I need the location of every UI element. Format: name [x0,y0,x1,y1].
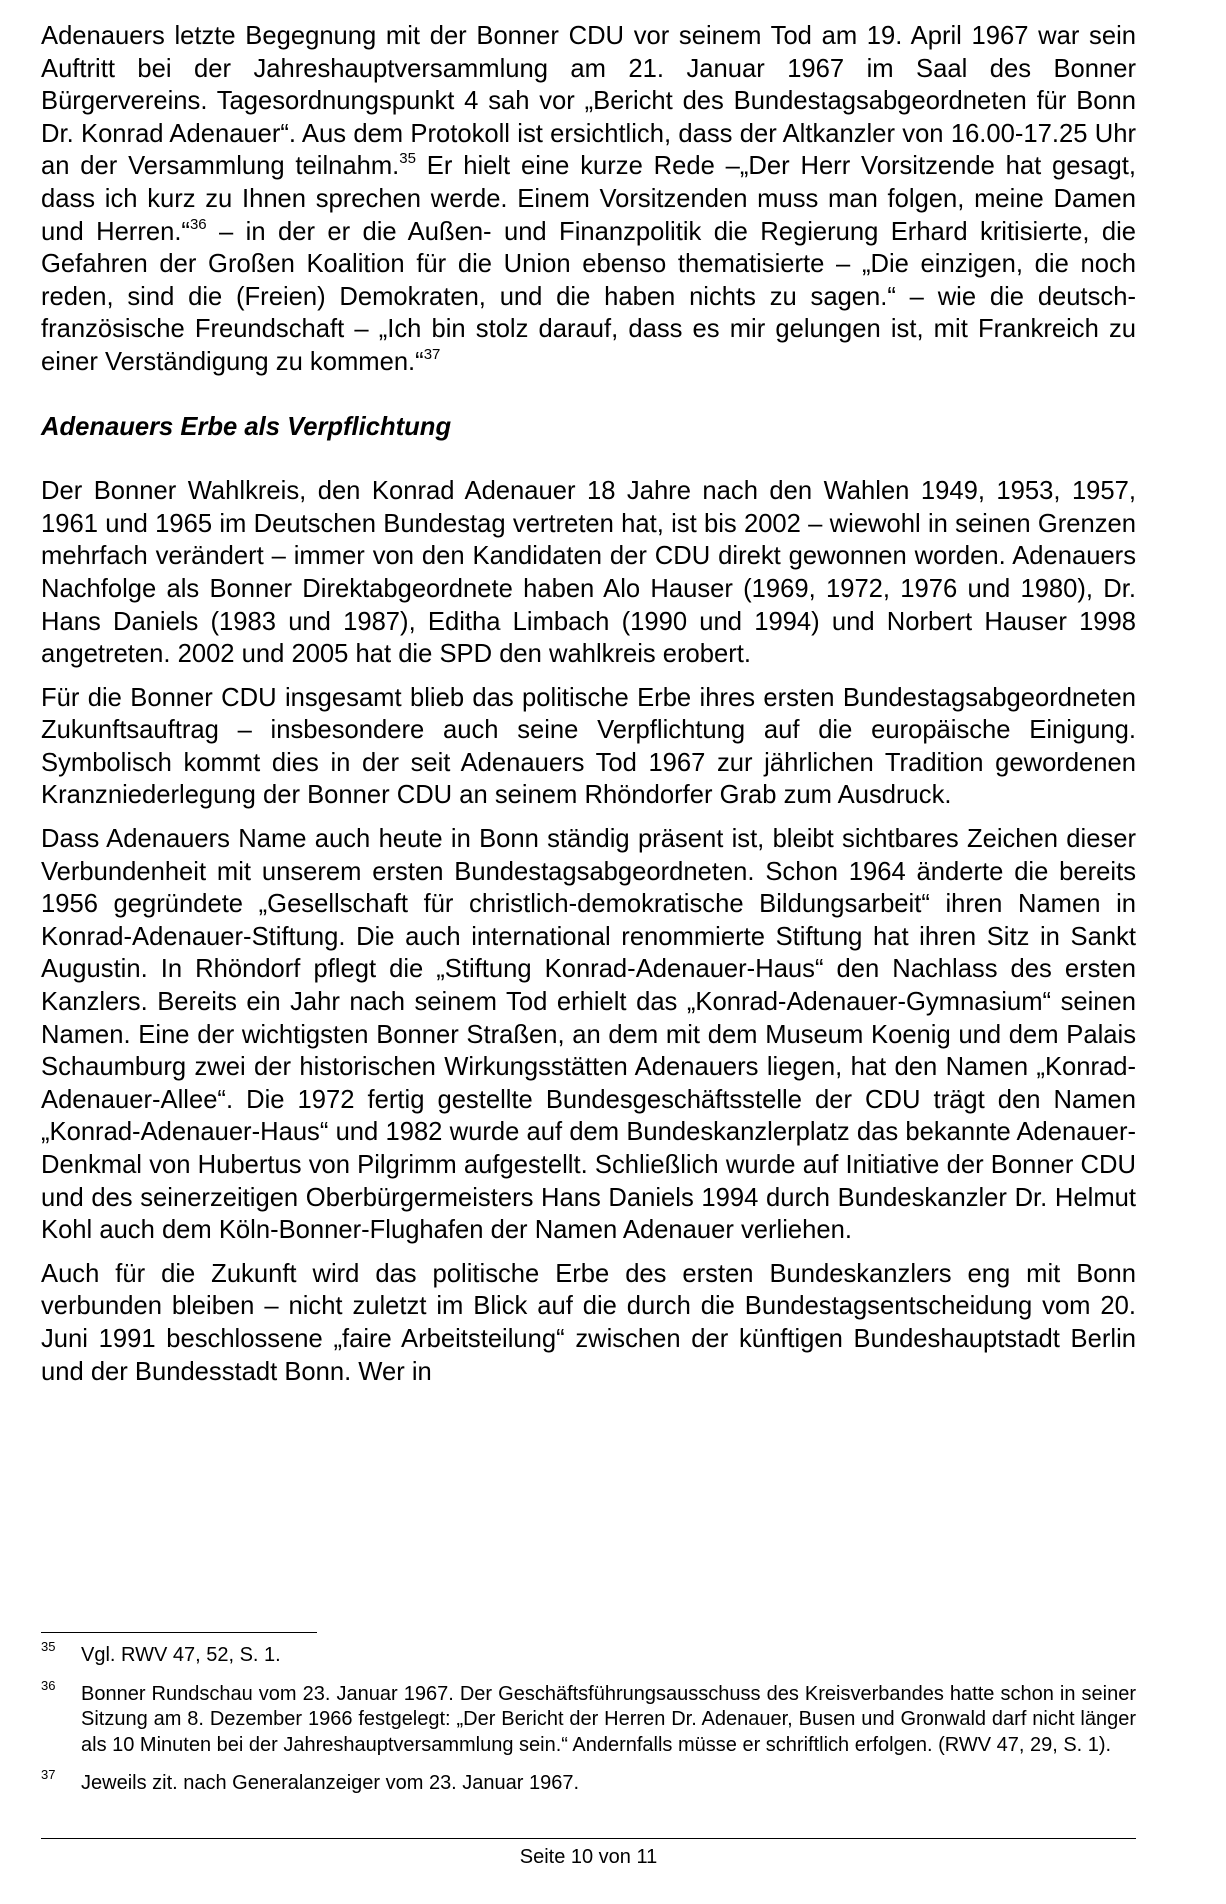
paragraph-text: Adenauers letzte Begegnung mit der Bonner CDU vor seinem Tod am 19. April 1967 war sein Auftritt bei der Jahreshauptversammlung am 21. Januar 1967 im Saal des Bonner Bürgervereins. Tagesordnungspunkt 4 sah vor „Bericht des Bundestagsabgeordneten für Bonn Dr. Konrad Adenauer“. Aus dem Protokoll ist ersichtlich, dass der Altkanzler von 16.00-17.25 Uhr an der Versammlung teilnahm. [41,22,1136,181]
footnote-ref-36[interactable]: 36 [189,215,207,233]
footnote-number: 35 [41,1639,56,1654]
footnotes [41,1639,1136,1810]
paragraph-zukunft: Auch für die Zukunft wird das politische Erbe des ersten Bundeskanzlers eng mit Bonn verbunden bleiben – nicht zuletzt im Blick auf die durch die Bundestagsentscheidung vom 20. Juni 1991 beschlossene „faire Arbeitsteilung“ zwischen der künftigen Bundeshauptstadt Berlin und der Bundesstadt Bonn. Wer in [41,1259,1136,1386]
section-heading: Adenauers Erbe als Verpflichtung [41,412,452,441]
footnote-text: Vgl. RWV 47, 52, S. 1. [81,1644,281,1666]
footnote-number: 36 [41,1677,56,1693]
paragraph-politisches-erbe: Für die Bonner CDU insgesamt blieb das politische Erbe ihres ersten Bundestagsabgeordneten Zukunftsauftrag – insbesondere auch seine Verpflichtung auf die europäische Einigung. Symbolisch kommt dies in der seit Adenauers Tod 1967 zur jährlichen Tradition gewordenen Kranzniederlegung der Bonner CDU an seinem Rhöndorfer Grab zum Ausdruck. [41,683,1136,810]
footer-separator [41,1838,1136,1839]
paragraph-text: Er hielt eine kurze Rede –„Der Herr Vorsitzende hat gesagt, dass ich kurz zu Ihnen sprechen werde. Einem Vorsitzenden muss man folgen, meine Damen und Herren.“ [41,152,1136,246]
paragraph-name-praesent: Dass Adenauers Name auch heute in Bonn ständig präsent ist, bleibt sichtbares Zeichen dieser Verbundenheit mit unserem ersten Bundestagsabgeordneten. Schon 1964 änderte die bereits 1956 gegründete „Gesellschaft für christlich-demokratische Bildungsarbeit“ ihren Namen in Konrad-Adenauer-Stiftung. Die auch international renommierte Stiftung hat ihren Sitz in Sankt Augustin. In Rhöndorf pflegt die „Stiftung Konrad-Adenauer-Haus“ den Nachlass des ersten Kanzlers. Bereits ein Jahr nach seinem Tod erhielt das „Konrad-Adenauer-Gymnasium“ seinen Namen. Eine der wichtigsten Bonner Straßen, an dem mit dem Museum Koenig und dem Palais Schaumburg zwei der historischen Wirkungsstätten Adenauers liegen, hat den Namen „Konrad-Adenauer-Allee“. Die 1972 fertig gestellte Bundesgeschäftsstelle der CDU trägt den Namen „Konrad-Adenauer-Haus“ und 1982 wurde auf dem Bundeskanzlerplatz das bekannte Adenauer-Denkmal von Hubertus von Pilgrimm aufgestellt. Schließlich wurde auf Initiative der Bonner CDU und des seinerzeitigen Oberbürgermeisters Hans Daniels 1994 durch Bundeskanzler Dr. Helmut Kohl auch dem Köln-Bonner-Flughafen der Namen Adenauer verliehen. [41,825,1136,1245]
footnote-text: Jeweils zit. nach Generalanzeiger vom 23. Januar 1967. [81,1772,580,1795]
paragraph-wahlkreis: Der Bonner Wahlkreis, den Konrad Adenauer 18 Jahre nach den Wahlen 1949, 1953, 1957, 1961 und 1965 im Deutschen Bundestag vertreten hat, ist bis 2002 – wiewohl in seinen Grenzen mehrfach verändert – immer von den Kandidaten der CDU direkt gewonnen worden. Adenauers Nachfolge als Bonner Direktabgeordnete haben Alo Hauser (1969, 1972, 1976 und 1980), Dr. Hans Daniels (1983 und 1987), Editha Limbach (1990 und 1994) und Norbert Hauser 1998 angetreten. 2002 und 2005 hat die SPD den wahlkreis erobert. [41,477,1136,669]
footnote-text: Bonner Rundschau vom 23. Januar 1967. Der Geschäftsführungsausschuss des Kreisverbandes hatte schon in seiner Sitzung am 8. Dezember 1966 festgelegt: „Der Bericht der Herren Dr. Adenauer, Busen und Gronwald darf nicht länger als 10 Minuten bei der Jahreshauptversammlung sein.“ Andernfalls müsse er schriftlich erfolgen. (RWV 47, 29, S. 1). [81,1682,1136,1756]
page-number: Seite 10 von 11 [519,1846,658,1868]
footnote-number: 37 [41,1767,56,1783]
footnote-36 [41,1677,1136,1759]
document-page [41,20,1136,1388]
footnote-35 [41,1639,1136,1669]
footnote-37 [41,1767,1136,1797]
paragraph-adenauer-last-meeting [41,20,1136,379]
footnote-ref-37[interactable]: 37 [423,345,441,363]
paragraph-text: – in der er die Außen- und Finanzpolitik die Regierung Erhard kritisierte, die Gefahren der Großen Koalition für die Union ebenso thematisierte – „Die einzigen, die noch reden, sind die (Freien) Demokraten, und die haben nichts zu sagen.“ – wie die deutsch-französische Freundschaft – „Ich bin stolz darauf, dass es mir gelungen ist, mit Frankreich zu einer Verständigung zu kommen.“ [41,217,1136,376]
footnote-separator [41,1632,317,1633]
footnote-ref-35[interactable]: 35 [399,150,416,168]
